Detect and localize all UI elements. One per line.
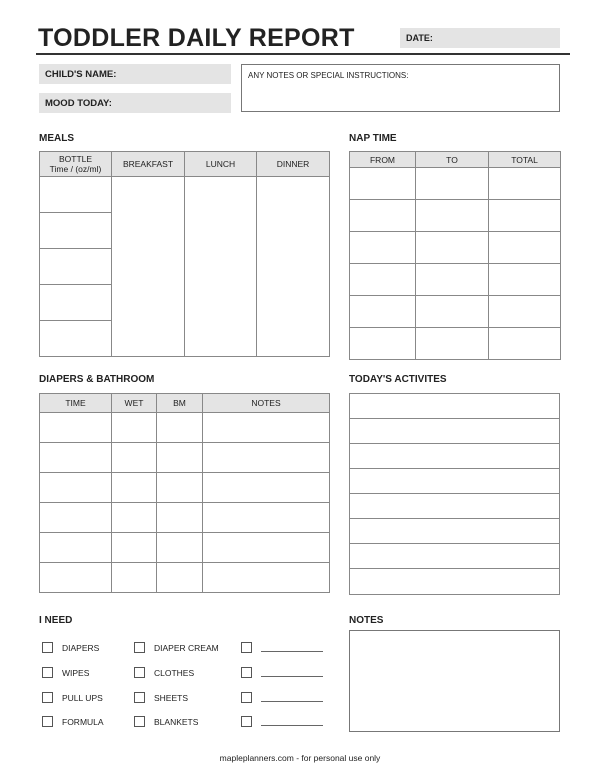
diapers-header-notes: NOTES (203, 394, 330, 413)
need-label: DIAPERS (62, 642, 100, 653)
special-instructions-field[interactable]: ANY NOTES OR SPECIAL INSTRUCTIONS: (241, 64, 560, 112)
i-need-heading: I NEED (39, 615, 73, 626)
need-label: CLOTHES (154, 667, 195, 678)
checkbox[interactable] (134, 716, 145, 727)
activity-line[interactable] (350, 444, 560, 469)
notes-heading: NOTES (349, 615, 384, 626)
need-item-custom[interactable] (241, 642, 323, 653)
diapers-header-wet: WET (112, 394, 157, 413)
nap-header-to: TO (416, 152, 489, 168)
checkbox[interactable] (241, 667, 252, 678)
diaper-cell[interactable] (157, 563, 203, 593)
write-in-line[interactable] (261, 643, 323, 652)
need-item-custom[interactable] (241, 716, 323, 727)
footer-text: mapleplanners.com - for personal use only (219, 753, 381, 763)
activities-table (349, 393, 560, 595)
diaper-cell[interactable] (40, 443, 112, 473)
nap-cell[interactable] (416, 168, 489, 200)
mood-today-field[interactable]: MOOD TODAY: (39, 93, 231, 113)
nap-header-from: FROM (350, 152, 416, 168)
activity-line[interactable] (350, 544, 560, 569)
diaper-cell[interactable] (112, 533, 157, 563)
activity-line[interactable] (350, 569, 560, 595)
nap-cell[interactable] (489, 200, 561, 232)
diaper-cell[interactable] (157, 503, 203, 533)
checkbox[interactable] (42, 667, 53, 678)
need-item-wipes[interactable] (42, 667, 89, 678)
checkbox[interactable] (241, 716, 252, 727)
need-label: DIAPER CREAM (154, 642, 219, 653)
diapers-heading: DIAPERS & BATHROOM (39, 374, 155, 385)
nap-cell[interactable] (489, 264, 561, 296)
nap-cell[interactable] (350, 264, 416, 296)
diaper-cell[interactable] (203, 533, 330, 563)
nap-cell[interactable] (350, 296, 416, 328)
bottle-cell[interactable] (40, 285, 112, 321)
page-title: TODDLER DAILY REPORT (38, 24, 355, 52)
notes-box[interactable] (349, 630, 560, 732)
checkbox[interactable] (134, 692, 145, 703)
nap-time-table (349, 151, 561, 360)
activities-heading: TODAY'S ACTIVITES (349, 374, 447, 385)
checkbox[interactable] (42, 642, 53, 653)
need-item-pull-ups[interactable] (42, 692, 103, 703)
diapers-header-bm: BM (157, 394, 203, 413)
need-item-formula[interactable] (42, 716, 104, 727)
activity-line[interactable] (350, 519, 560, 544)
diaper-cell[interactable] (40, 473, 112, 503)
bottle-cell[interactable] (40, 249, 112, 285)
nap-cell[interactable] (350, 328, 416, 360)
checkbox[interactable] (134, 667, 145, 678)
meals-heading: MEALS (39, 133, 74, 144)
nap-cell[interactable] (489, 232, 561, 264)
diaper-cell[interactable] (157, 413, 203, 443)
bottle-sublabel: Time / (oz/ml) (49, 164, 102, 174)
need-item-sheets[interactable] (134, 692, 188, 703)
activity-line[interactable] (350, 469, 560, 494)
diapers-table (39, 393, 330, 593)
write-in-line[interactable] (261, 693, 323, 702)
diapers-header-time: TIME (40, 394, 112, 413)
write-in-line[interactable] (261, 717, 323, 726)
checkbox[interactable] (42, 692, 53, 703)
meals-table (39, 151, 330, 357)
write-in-line[interactable] (261, 668, 323, 677)
diaper-cell[interactable] (40, 413, 112, 443)
bottle-cell[interactable] (40, 321, 112, 357)
diaper-cell[interactable] (203, 413, 330, 443)
bottle-label: BOTTLE (58, 154, 93, 164)
nap-cell[interactable] (416, 328, 489, 360)
childs-name-field[interactable]: CHILD'S NAME: (39, 64, 231, 84)
need-item-diapers[interactable] (42, 642, 99, 653)
diaper-cell[interactable] (203, 473, 330, 503)
date-field[interactable]: DATE: (400, 28, 560, 48)
nap-time-heading: NAP TIME (349, 133, 397, 144)
activity-line[interactable] (350, 494, 560, 519)
activity-line[interactable] (350, 419, 560, 444)
need-label: BLANKETS (154, 716, 199, 727)
breakfast-cell[interactable] (112, 177, 185, 357)
need-label: SHEETS (154, 692, 189, 703)
nap-cell[interactable] (350, 200, 416, 232)
diaper-cell[interactable] (112, 503, 157, 533)
diaper-cell[interactable] (40, 503, 112, 533)
checkbox[interactable] (241, 642, 252, 653)
meals-header-breakfast: BREAKFAST (112, 152, 185, 177)
need-item-blankets[interactable] (134, 716, 198, 727)
diaper-cell[interactable] (112, 443, 157, 473)
lunch-cell[interactable] (185, 177, 257, 357)
bottle-cell[interactable] (40, 177, 112, 213)
activity-line[interactable] (350, 394, 560, 419)
nap-cell[interactable] (416, 232, 489, 264)
meals-header-lunch: LUNCH (185, 152, 257, 177)
nap-cell[interactable] (489, 168, 561, 200)
nap-cell[interactable] (416, 264, 489, 296)
checkbox[interactable] (134, 642, 145, 653)
bottle-cell[interactable] (40, 213, 112, 249)
need-item-diaper-cream[interactable] (134, 642, 219, 653)
nap-cell[interactable] (416, 200, 489, 232)
diaper-cell[interactable] (112, 413, 157, 443)
nap-header-total: TOTAL (489, 152, 561, 168)
diaper-cell[interactable] (40, 533, 112, 563)
need-label: PULL UPS (62, 692, 103, 703)
nap-cell[interactable] (489, 296, 561, 328)
need-item-custom[interactable] (241, 667, 323, 678)
diaper-cell[interactable] (40, 563, 112, 593)
need-label: FORMULA (62, 716, 104, 727)
diaper-cell[interactable] (112, 563, 157, 593)
checkbox[interactable] (42, 716, 53, 727)
need-item-clothes[interactable] (134, 667, 194, 678)
diaper-cell[interactable] (112, 473, 157, 503)
diaper-cell[interactable] (157, 533, 203, 563)
diaper-cell[interactable] (203, 503, 330, 533)
nap-cell[interactable] (350, 168, 416, 200)
diaper-cell[interactable] (203, 563, 330, 593)
diaper-cell[interactable] (157, 443, 203, 473)
diaper-cell[interactable] (203, 443, 330, 473)
nap-cell[interactable] (350, 232, 416, 264)
nap-cell[interactable] (489, 328, 561, 360)
checkbox[interactable] (241, 692, 252, 703)
meals-header-dinner: DINNER (257, 152, 330, 177)
title-divider (36, 53, 570, 55)
meals-header-bottle (40, 152, 112, 177)
diaper-cell[interactable] (157, 473, 203, 503)
need-item-custom[interactable] (241, 692, 323, 703)
nap-cell[interactable] (416, 296, 489, 328)
dinner-cell[interactable] (257, 177, 330, 357)
need-label: WIPES (62, 667, 90, 678)
